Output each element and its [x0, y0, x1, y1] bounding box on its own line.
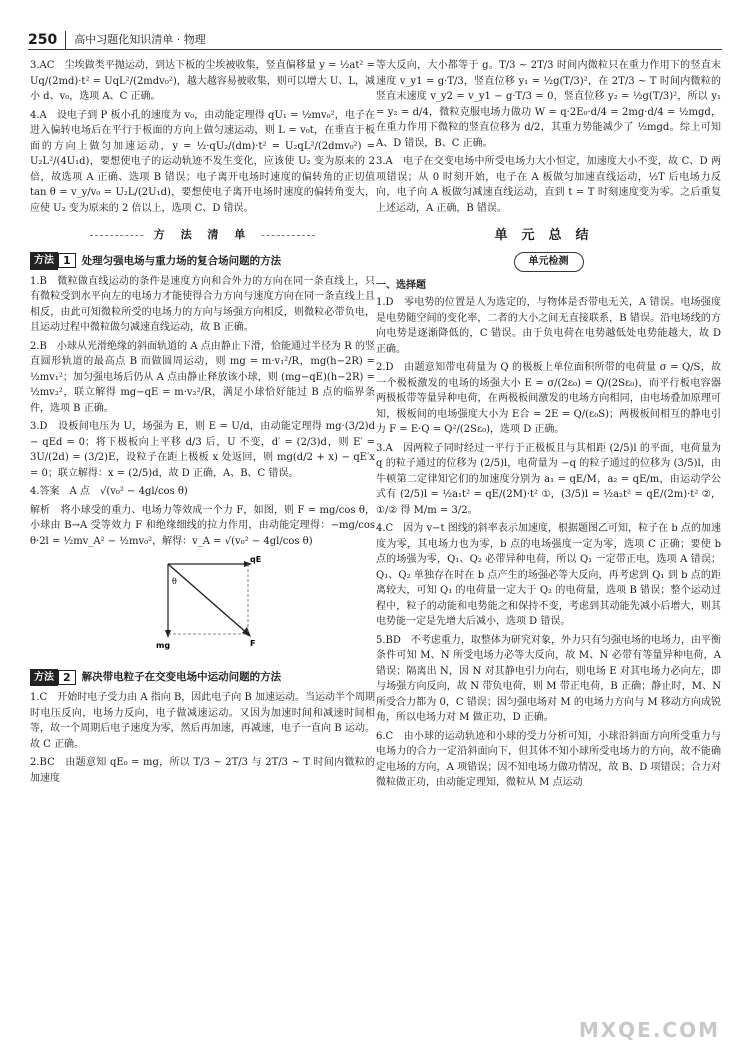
method-number: 2 [58, 670, 76, 685]
unit-answer-4: 4.C 因为 v−t 图线的斜率表示加速度，根据题图乙可知，粒子在 b 点的加速度为零，其电场力也为零，b 点的电场强度一定为零，选项 C 正确；要使 b 点的场强为零，Q₁、Q₂ 必带异种电荷，所以 Q₁ 一定带正电，选项 A 错误；Q₁、Q₂ 单独存在时在 b 点产生的场强必等大反向，再考虑到 Q₁ 到 b 点的距离较大，可知 Q₁ 的电荷量一定大于 Q₂ 的电荷量，选项 B 错误；整个运动过程中，粒子的动能和电势能之和保持不变，考虑到其动能先减小后增大，则其电势能一定是先增大后减小，选项 D 错误。 [376, 523, 721, 628]
answer-4a: 4.A 设电子到 P 板小孔的速度为 v₀，由动能定理得 qU₁ = ½mv₀²，电子在进入偏转电场后在平行于板面的方向上做匀速运动，则 L = v₀t，在垂直于板面的方向上做匀加速运动，y = ½·qU₂/(dm)·t² = U₂qL²/(2dmv₀²) = U₂L²/(4U₁d)，要想使电子的运动轨迹不发生变化，应该使 U₂ 变为原来的 2 倍，故选项 A 正确、选项 B 错误；电子离开电场时速度的偏转角的正切值 tan θ = v_y/v₀ = U₂L/(2U₁d)，要想使电子离开电场时速度的偏转角变大，应使 U₂ 变为原来的 2 倍以上，选项 C、D 错误。 [30, 109, 375, 214]
method2-answer-1: 1.C 开始时电子受力由 A 指向 B，因此电子向 B 加速运动。当运动半个周期时电压反向，电场力反向，电子做减速运动。又因为加速时间和减速时间相等，故一个周期后电子速度为零，然后再加速，再减速，电子一直向 B 运动。故 C 正确。 [30, 692, 375, 750]
resultant-force-arrow [168, 564, 248, 634]
label-mg: mg [156, 641, 171, 650]
unit-answer-2: 2.D 由题意知带电荷量为 Q 的极板上单位面积所带的电荷量 σ = Q/S，故一个极板激发的电场的场强大小 E = σ/(2ε₀) = Q/(2Sε₀)，而平行板电容器两极板带等量异种电荷，在两极板间激发的电场方向相同，由电场叠加原理可知，极板间的电场强度大小为 E合 = 2E = Q/(ε₀S)；两极板间相互的静电引力 F = E·Q = Q²/(2Sε₀)，选项 D 正确。 [376, 362, 721, 436]
method-title: 处理匀强电场与重力场的复合场问题的方法 [81, 254, 282, 267]
section-title: 方 法 清 单 [144, 228, 262, 241]
resultant-arrowhead [242, 627, 251, 637]
unit-test-badge: 单元检测 [514, 252, 584, 272]
page-number: 250 [28, 31, 66, 49]
method2-answer-2-continued: 等大反向，大小都等于 g。T/3 ~ 2T/3 时间内微粒只在重力作用下的竖直末速度 v_y1 = g·T/3，竖直位移 y₁ = ½g(T/3)²，在 2T/3 ~ T 时间内微粒的竖直末速度 v_y2 = v_y1 − g·T/3 = 0，竖直位移 y₂ = ½g(T/3)²，所以 y₁ = y₂ = d/4，微粒克服电场力做功 W = q·2E₀·d/4 = 2mg·d/4 = ½mgd，在重力作用下微粒的竖直位移为 d/2，其重力势能减少了 ½mgd。综上可知 A、D 错误，B、C 正确。 [376, 60, 721, 149]
page-header [28, 28, 722, 50]
left-column [30, 58, 375, 1043]
label-f: F [250, 639, 256, 648]
method-tag: 方法 [30, 669, 58, 687]
unit-answer-1: 1.D 零电势的位置是人为选定的，与物体是否带电无关，A 错误。电场强度是电势随空间的变化率，二者的大小之间无直接联系，B 错误。沿电场线的方向电势是逐渐降低的，C 错误。由于负电荷在电势越低处电势能越大，故 D 正确。 [376, 297, 721, 355]
method-1-heading [30, 252, 375, 270]
force-diagram [150, 556, 270, 651]
right-column [376, 58, 721, 1043]
method-tag: 方法 [30, 252, 58, 270]
method1-answer-4-result: 4.答案 A 点 √(v₀² − 4gl/cos θ) [30, 486, 188, 497]
label-theta: θ [172, 577, 177, 586]
unit-answer-6: 6.C 由小球的运动轨迹和小球的受力分析可知，小球沿斜面方向所受重力与电场力的合力一定沿斜面向下，但其体不知小球所受电场力的方向，故不能确定电场的方向，A 项错误；因不知电场力做功情况，故 B、D 项错误；合力对微粒做正功，由动能定理知，微粒从 M 点运动 [376, 730, 721, 789]
method1-answer-4-analysis: 解析 将小球受的重力、电场力等效成一个力 F，如图，则 F = mg/cos θ，小球由 B→A 受等效力 F 和绝缘细线的拉力作用，由动能定理得：−mg/cos θ·2l = ½mv_A² − ½mv₀²，解得：v_A = √(v₀² − 4gl/cos θ) [30, 504, 375, 547]
method-number: 1 [58, 253, 76, 268]
method2-answer-2: 2.BC 由题意知 qE₀ = mg，所以 T/3 ~ 2T/3 与 2T/3 ~ T 时间内微粒的加速度 [30, 757, 375, 784]
answer-3ac: 3.AC 尘埃做类平抛运动，到达下板的尘埃被收集，竖直偏移量 y = ½at² = Uq/(2md)·t² = UqL²/(2mdv₀²)，越大越容易被收集，则可以增大 U、L，减小 d、v₀，选项 A、C 正确。 [30, 60, 375, 102]
label-qe: qE [250, 556, 262, 564]
method1-answer-1: 1.B 微粒做直线运动的条件是速度方向和合外力的方向在同一条直线上，只有微粒受到水平向左的电场力才能使得合力方向与速度方向在同一条直线上且相反，由此可知微粒所受的电场力的方向与场强方向相反，则微粒必带负电，且运动过程中微粒做匀减速直线运动，故 B 正确。 [30, 275, 375, 333]
unit-summary-title: 单元总结 [494, 228, 603, 243]
unit-answer-5: 5.BD 不考虑重力，取整体为研究对象，外力只有匀强电场的电场力，由平衡条件可知 M、N 所受电场力必等大反向，故 M、N 必带有等量异种电荷，A 错误；隔离出 N，因 N 对其静电引力向右，则电场 E 对其电场力必向左，即与场强方向反向，故 N 带负电荷，则 M 带正电荷，B 正确；静止时，M、N 所受合力都为 0，C 错误；因匀强电场对 M 的电场力方向与 M 移动方向成锐角，所以电场力对 M 做正功，D 正确。 [376, 634, 721, 724]
method2-answer-3: 3.A 电子在交变电场中所受电场力大小恒定，加速度大小不变，故 C、D 两项错误；从 0 时刻开始，电子在 A 板做匀加速直线运动，½T 后电场力反向，电子向 A 板做匀减速直线运动，直到 t = T 时刻速度变为零。之后重复上述运动，A 正确，B 错误。 [376, 156, 721, 214]
book-title: 高中习题化知识清单 · 物理 [74, 33, 206, 46]
unit-answer-3: 3.A 因两粒子同时经过一平行于正极板且与其相距 (2/5)l 的平面，电荷量为 q 的粒子通过的位移为 (2/5)l，电荷量为 −q 的粒子通过的位移为 (3/5)l，由牛顿第二定律知它们的加速度分别为 a₁ = qE/M，a₂ = qE/m，由运动学公式有 (2/5)l = ½a₁t² = qE/(2M)·t² ①，(3/5)l = ½a₂t² = qE/(2m)·t² ②，①/② 得 M/m = 3/2。 [376, 442, 721, 516]
method1-answer-2: 2.B 小球从光滑绝缘的斜面轨道的 A 点由静止下滑，恰能通过半径为 R 的竖直圆形轨道的最高点 B 而做圆周运动，则 mg = m·v₁²/R，mg(h−2R) = ½mv₁²；加匀强电场后仍从 A 点由静止释放该小球，则 (mg−qE)(h−2R) = ½mv₂²，联立解得 mg−qE = m·v₂²/R，满足小球恰好能过 B 点的临界条件，选项 B 正确。 [30, 340, 375, 414]
method-title: 解决带电粒子在交变电场中运动问题的方法 [81, 671, 282, 684]
section-banner-methods [30, 226, 375, 244]
method-2-heading [30, 669, 375, 687]
multiple-choice-heading: 一、选择题 [376, 279, 426, 291]
watermark: MXQE.COM [578, 1018, 720, 1042]
method1-answer-3: 3.D 设板间电压为 U，场强为 E，则 E = U/d，由动能定理得 mg·(3/2)d − qEd = 0；将下极板向上平移 d/3 后，U 不变，d′ = (2/3)d，则 E′ = 3U/(2d) = (3/2)E，设粒子在距上极板 x 处返回，则 mg(d/2 + x) − qE′x = 0；联立解得：x = (2/5)d，故 D 正确，A、B、C 错误。 [30, 421, 375, 479]
